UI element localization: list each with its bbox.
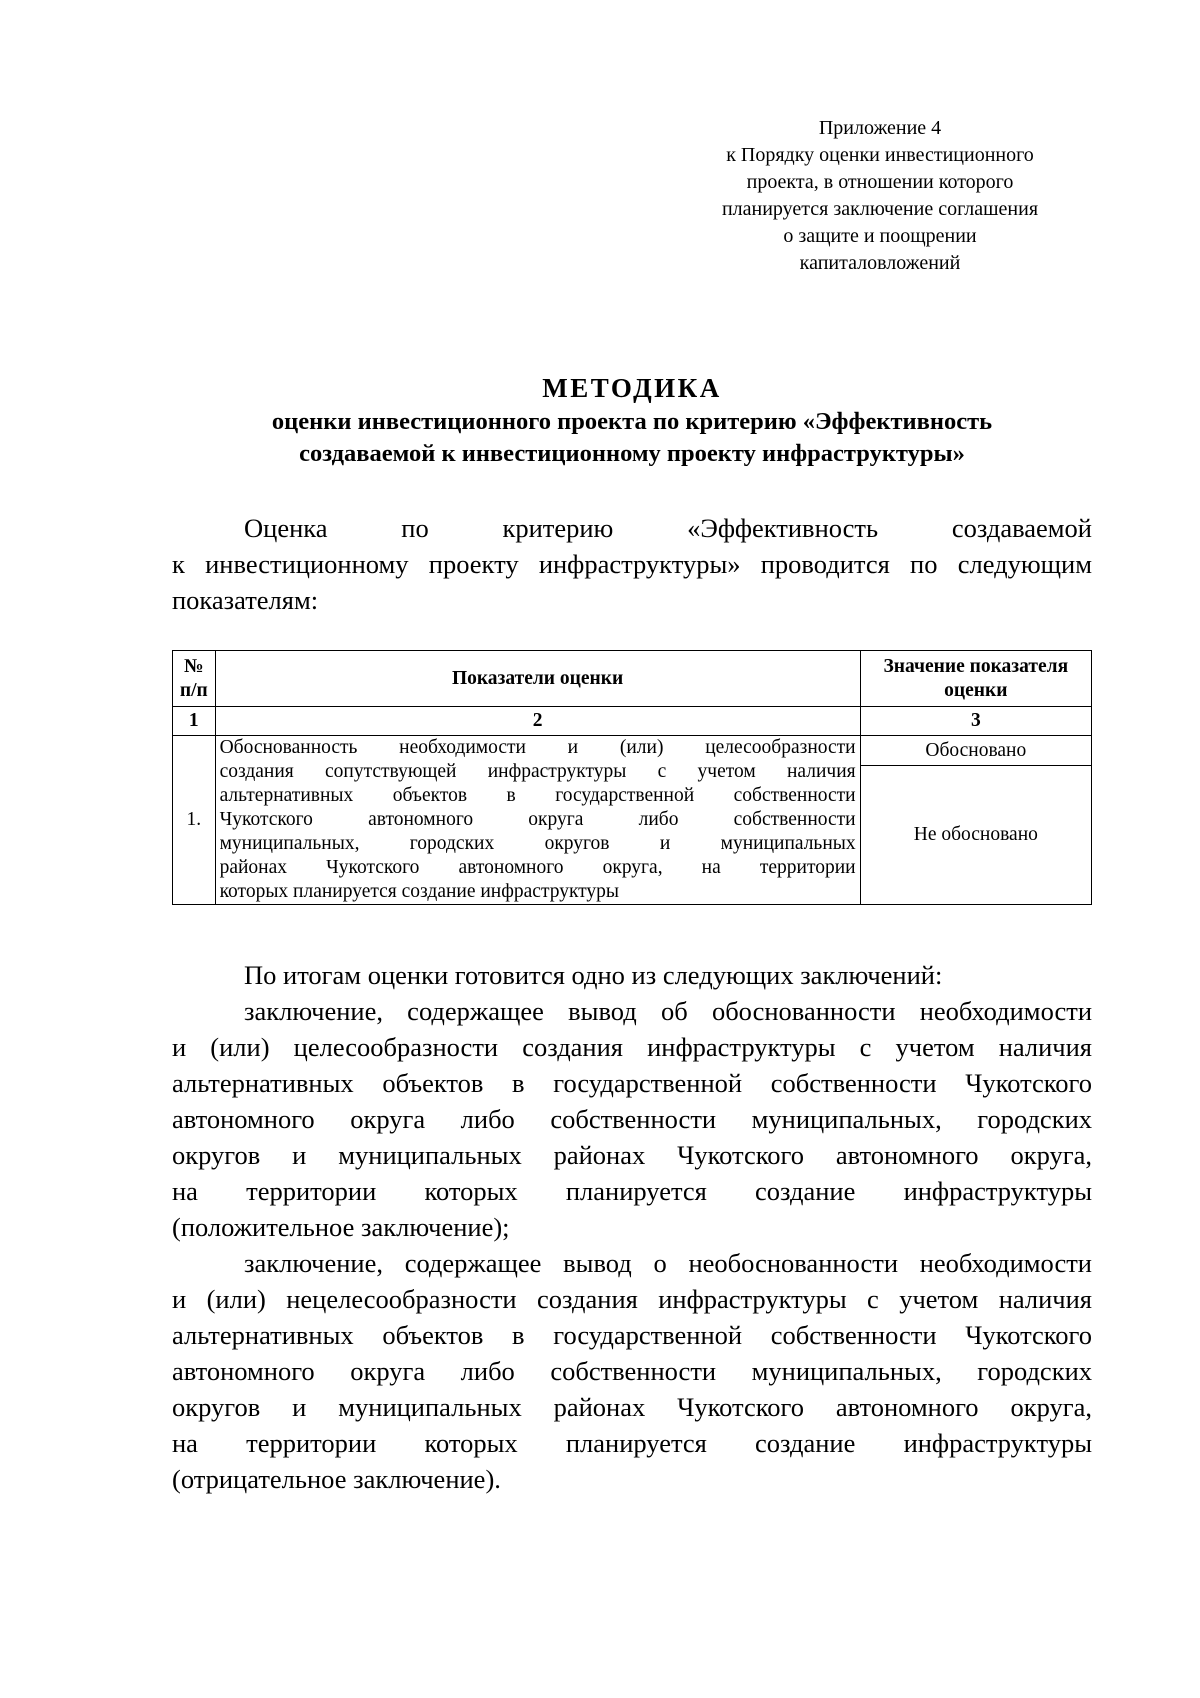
paragraph-line: альтернативных объектов в государственной собственности Чукотского <box>172 1068 1092 1098</box>
appendix-line: проекта, в отношении которого <box>746 171 1014 193</box>
paragraph-line: заключение, содержащее вывод о необоснованности необходимости <box>244 1248 1092 1278</box>
indicator-line: муниципальных, городских округов и муниципальных <box>219 833 856 854</box>
column-number-row <box>173 707 1092 736</box>
paragraph-line: и (или) целесообразности создания инфраструктуры с учетом наличия <box>172 1032 1092 1062</box>
header-num: № п/п <box>173 651 216 707</box>
indicator-line: которых планируется создание инфраструктуры <box>219 881 620 902</box>
indicator-line: Чукотского автономного округа либо собственности <box>219 809 856 830</box>
column-number: 2 <box>215 707 860 736</box>
paragraph-line: автономного округа либо собственности муниципальных, городских <box>172 1356 1092 1386</box>
table-header-row <box>173 651 1092 707</box>
paragraph-line: на территории которых планируется создание инфраструктуры <box>172 1428 1092 1458</box>
paragraph-line: к инвестиционному проекту инфраструктуры» проводится по следующим <box>172 549 1092 579</box>
paragraph-line: альтернативных объектов в государственной собственности Чукотского <box>172 1320 1092 1350</box>
row-number: 1. <box>173 736 216 905</box>
paragraph-line: Оценка по критерию «Эффективность создаваемой <box>244 513 1092 543</box>
paragraph-line: (положительное заключение); <box>172 1212 510 1242</box>
appendix-line: Приложение 4 <box>818 117 942 139</box>
indicator-line: районах Чукотского автономного округа, на территории <box>219 857 856 878</box>
header-value: Значение показателя оценки <box>860 651 1091 707</box>
title-subtitle-line: создаваемой к инвестиционному проекту инфраструктуры» <box>299 440 965 467</box>
table-row <box>173 736 1092 766</box>
indicator-line: Обоснованность необходимости и (или) целесообразности <box>219 737 856 758</box>
negative-conclusion-paragraph <box>172 1245 1092 1497</box>
conclusions-intro <box>172 957 1092 993</box>
paragraph-line: округов и муниципальных районах Чукотского автономного округа, <box>172 1140 1092 1170</box>
appendix-line: капиталовложений <box>799 252 961 274</box>
paragraph-line: и (или) нецелесообразности создания инфраструктуры с учетом наличия <box>172 1284 1092 1314</box>
indicator-text <box>215 736 860 905</box>
appendix-line: о защите и поощрении <box>783 225 977 247</box>
header-indicator: Показатели оценки <box>215 651 860 707</box>
intro-paragraph <box>172 510 1092 618</box>
appendix-line: к Порядку оценки инвестиционного <box>726 144 1034 166</box>
paragraph-line: показателям: <box>172 585 319 615</box>
paragraph-line: заключение, содержащее вывод об обоснованности необходимости <box>244 996 1092 1026</box>
paragraph-line: По итогам оценки готовится одно из следующих заключений: <box>244 960 943 990</box>
indicators-table <box>172 650 1092 905</box>
appendix-reference <box>670 115 1090 277</box>
paragraph-line: автономного округа либо собственности муниципальных, городских <box>172 1104 1092 1134</box>
document-title <box>172 370 1092 470</box>
paragraph-line: на территории которых планируется создание инфраструктуры <box>172 1176 1092 1206</box>
positive-conclusion-paragraph <box>172 993 1092 1245</box>
column-number: 1 <box>173 707 216 736</box>
indicator-line: создания сопутствующей инфраструктуры с учетом наличия <box>219 761 856 782</box>
value-negative: Не обосновано <box>860 766 1091 905</box>
paragraph-line: округов и муниципальных районах Чукотского автономного округа, <box>172 1392 1092 1422</box>
title-main: МЕТОДИКА <box>542 373 722 403</box>
column-number: 3 <box>860 707 1091 736</box>
title-subtitle-line: оценки инвестиционного проекта по критерию «Эффективность <box>271 408 993 435</box>
indicator-line: альтернативных объектов в государственной собственности <box>219 785 856 806</box>
paragraph-line: (отрицательное заключение). <box>172 1464 501 1494</box>
appendix-line: планируется заключение соглашения <box>721 198 1039 220</box>
value-positive: Обосновано <box>860 736 1091 766</box>
